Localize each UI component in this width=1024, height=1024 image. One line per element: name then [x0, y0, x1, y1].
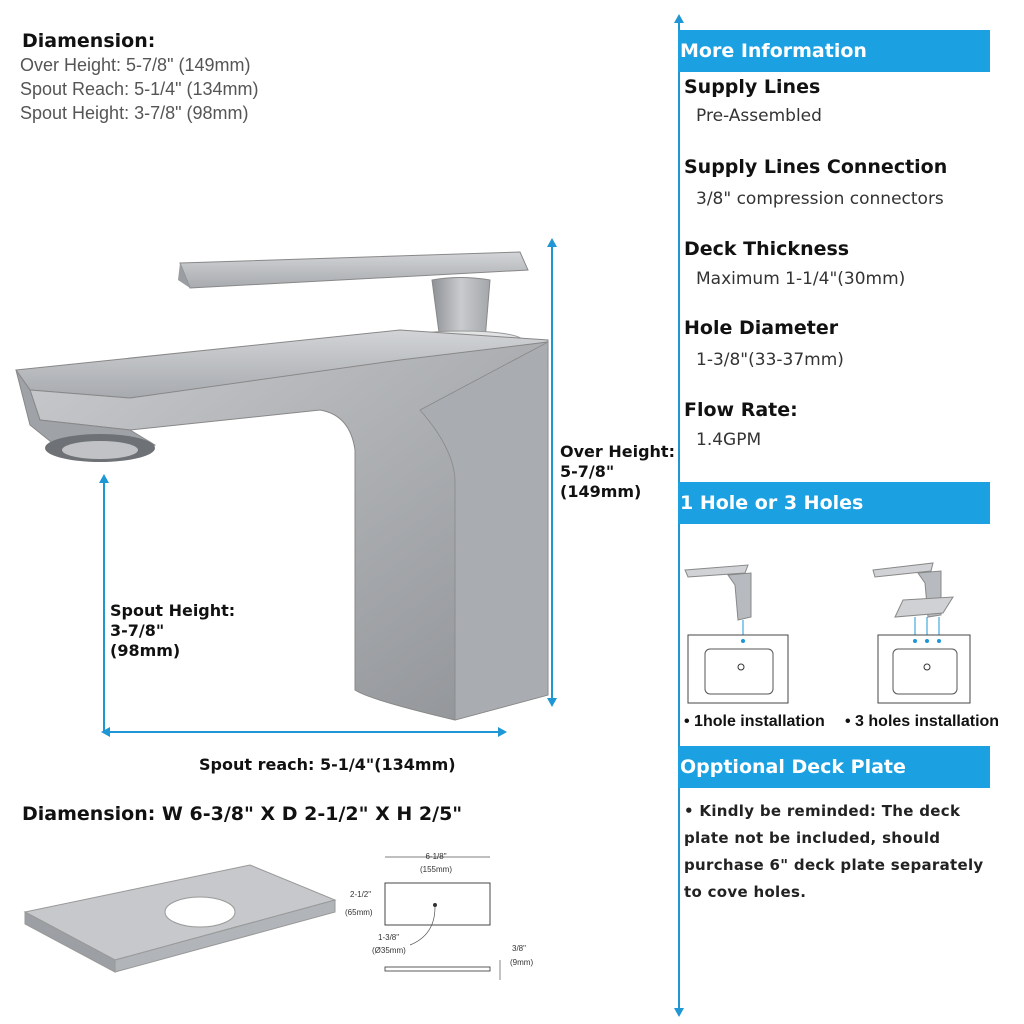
one-hole-caption: • 1hole installation	[684, 713, 825, 730]
spout-height-line	[103, 482, 105, 732]
over-height-inch: 5-7/8"	[560, 462, 615, 481]
deck-depth-mm: (65mm)	[345, 908, 373, 917]
spout-reach-arrow-left	[101, 727, 110, 737]
hole-diameter-value: 1-3/8"(33-37mm)	[696, 350, 844, 370]
dimension-over-height: Over Height: 5-7/8" (149mm)	[20, 55, 251, 75]
over-height-mm: (149mm)	[560, 482, 642, 501]
divider-arrow-top	[674, 14, 684, 23]
three-hole-caption: • 3 holes installation	[845, 713, 1000, 730]
deck-thick-mm: (9mm)	[510, 958, 534, 967]
deck-plate-image	[20, 860, 340, 980]
spout-height-mm: (98mm)	[110, 641, 181, 660]
more-information-banner: More Information	[678, 30, 990, 72]
flow-rate-value: 1.4GPM	[696, 430, 762, 450]
dimension-spout-height: Spout Height: 3-7/8" (98mm)	[20, 103, 249, 123]
installation-banner: 1 Hole or 3 Holes Installation	[678, 482, 990, 524]
deck-thick-in: 3/8"	[512, 944, 526, 953]
over-height-arrow-top	[547, 238, 557, 247]
dimension-spout-reach: Spout Reach: 5-1/4" (134mm)	[20, 79, 259, 99]
hole-diameter-heading: Hole Diameter	[684, 317, 839, 339]
supply-connection-heading: Supply Lines Connection	[684, 156, 948, 178]
deck-thickness-value: Maximum 1-1/4"(30mm)	[696, 269, 906, 289]
spout-height-arrow-top	[99, 474, 109, 483]
over-height-label	[560, 442, 675, 502]
spout-reach-arrow-right	[498, 727, 507, 737]
deck-hole-in: 1-3/8"	[378, 933, 400, 942]
installation-diagram	[683, 545, 1013, 710]
faucet-image	[0, 220, 560, 740]
optional-note: • Kindly be reminded: The deck plate not be included, should purchase 6" deck plate separately to cove holes.	[684, 802, 984, 901]
spout-height-label	[110, 601, 235, 661]
over-height-caption: Over Height:	[560, 442, 675, 461]
over-height-line	[551, 245, 553, 700]
deck-hole-mm: (Ø35mm)	[372, 946, 406, 955]
deck-depth-in: 2-1/2"	[350, 890, 372, 899]
spout-height-inch: 3-7/8"	[110, 621, 165, 640]
deck-thickness-heading: Deck Thickness	[684, 238, 850, 260]
supply-connection-value: 3/8" compression connectors	[696, 189, 944, 209]
over-height-arrow-bottom	[547, 698, 557, 707]
supply-lines-heading: Supply Lines	[684, 76, 821, 98]
spout-reach-line	[108, 731, 500, 733]
spout-reach-label: Spout reach: 5-1/4"(134mm)	[199, 755, 456, 774]
deck-width-in: 6-1/8"	[425, 852, 447, 861]
flow-rate-heading: Flow Rate:	[684, 399, 798, 421]
spout-height-caption: Spout Height:	[110, 601, 236, 620]
deck-plate-drawing	[340, 845, 550, 1005]
dimension-title: Diamension:	[22, 30, 156, 52]
optional-deck-plate-banner: Opptional Deck Plate	[678, 746, 990, 788]
supply-lines-value: Pre-Assembled	[696, 106, 822, 126]
deck-plate-title: Diamension: W 6-3/8" X D 2-1/2" X H 2/5"	[22, 803, 463, 825]
deck-width-mm: (155mm)	[419, 865, 453, 874]
divider-arrow-bottom	[674, 1008, 684, 1017]
